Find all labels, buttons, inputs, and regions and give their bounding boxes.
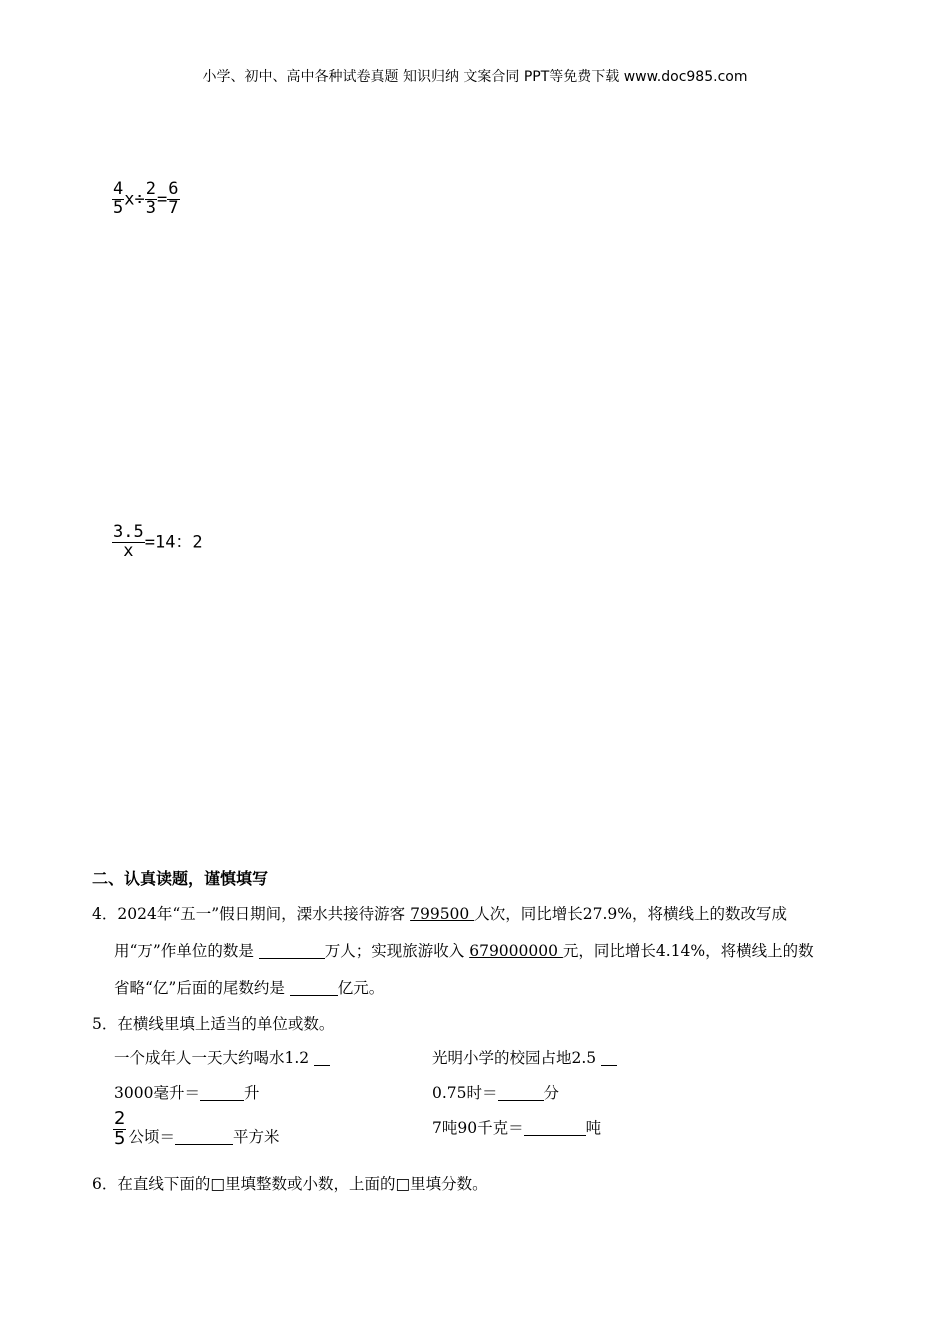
q4-blank-wan[interactable]: [259, 943, 325, 960]
q5-item-ml: 3000毫升＝ 升: [114, 1084, 260, 1102]
q4-blank-yi[interactable]: [290, 980, 338, 997]
q5-blank-sqm[interactable]: [175, 1128, 233, 1145]
equation-1: [112, 181, 180, 218]
q5-blank-campus-unit[interactable]: [601, 1050, 617, 1067]
q4-number: 4．: [92, 905, 118, 923]
q4-line-1: 4．2024年“五一”假日期间，溧水共接待游客 799500 人次，同比增长27.9%，将横线上的数改写成: [92, 905, 787, 923]
q6-text: 6．在直线下面的□里填整数或小数，上面的□里填分数。: [92, 1175, 488, 1193]
q4-visitors-number: 799500: [410, 905, 475, 923]
q4-income-number: 679000000: [469, 942, 563, 960]
page-header: 小学、初中、高中各种试卷真题 知识归纳 文案合同 PPT等免费下载 www.doc985.com: [202, 69, 748, 85]
equation-2: [112, 524, 203, 561]
q5-item-hectare: $\frac{2}{5}$ 公顷＝ 平方米: [114, 1108, 280, 1149]
section-2-title: 二、认真读题，谨慎填写: [92, 869, 269, 888]
q5-blank-liters[interactable]: [200, 1085, 244, 1102]
fraction-3.5-x: $\frac{3.5}{x}$: [113, 522, 144, 561]
equation-2-rhs: =14：2: [144, 532, 203, 553]
q5-blank-tons[interactable]: [524, 1120, 586, 1137]
divide-sign: ÷: [134, 189, 145, 210]
q4-line-2: 用“万”作单位的数是 万人；实现旅游收入 679000000 元，同比增长4.14%，将横线上的数: [114, 942, 814, 960]
q4-line-3: 省略“亿”后面的尾数约是 亿元。: [114, 979, 385, 997]
q5-blank-minutes[interactable]: [498, 1085, 544, 1102]
q5-item-tons: 7吨90千克＝ 吨: [432, 1119, 602, 1137]
q5-item-hours: 0.75时＝ 分: [432, 1084, 560, 1102]
q5-blank-water-unit[interactable]: [314, 1050, 330, 1067]
fraction-6-7: $\frac{6}{7}$: [168, 179, 179, 218]
fraction-2-5: $\frac{2}{5}$: [114, 1108, 126, 1149]
variable-x: x: [124, 189, 135, 210]
q5-item-campus: 光明小学的校园占地2.5: [432, 1046, 617, 1068]
fraction-4-5: $\frac{4}{5}$: [113, 179, 124, 218]
equals-sign: =: [157, 189, 168, 210]
q5-title: 5．在横线里填上适当的单位或数。: [92, 1015, 335, 1033]
q6-number: 6．: [92, 1175, 118, 1193]
fraction-2-3: $\frac{2}{3}$: [145, 179, 156, 218]
q5-number: 5．: [92, 1015, 118, 1033]
q5-item-water: 一个成年人一天大约喝水1.2: [114, 1046, 330, 1068]
